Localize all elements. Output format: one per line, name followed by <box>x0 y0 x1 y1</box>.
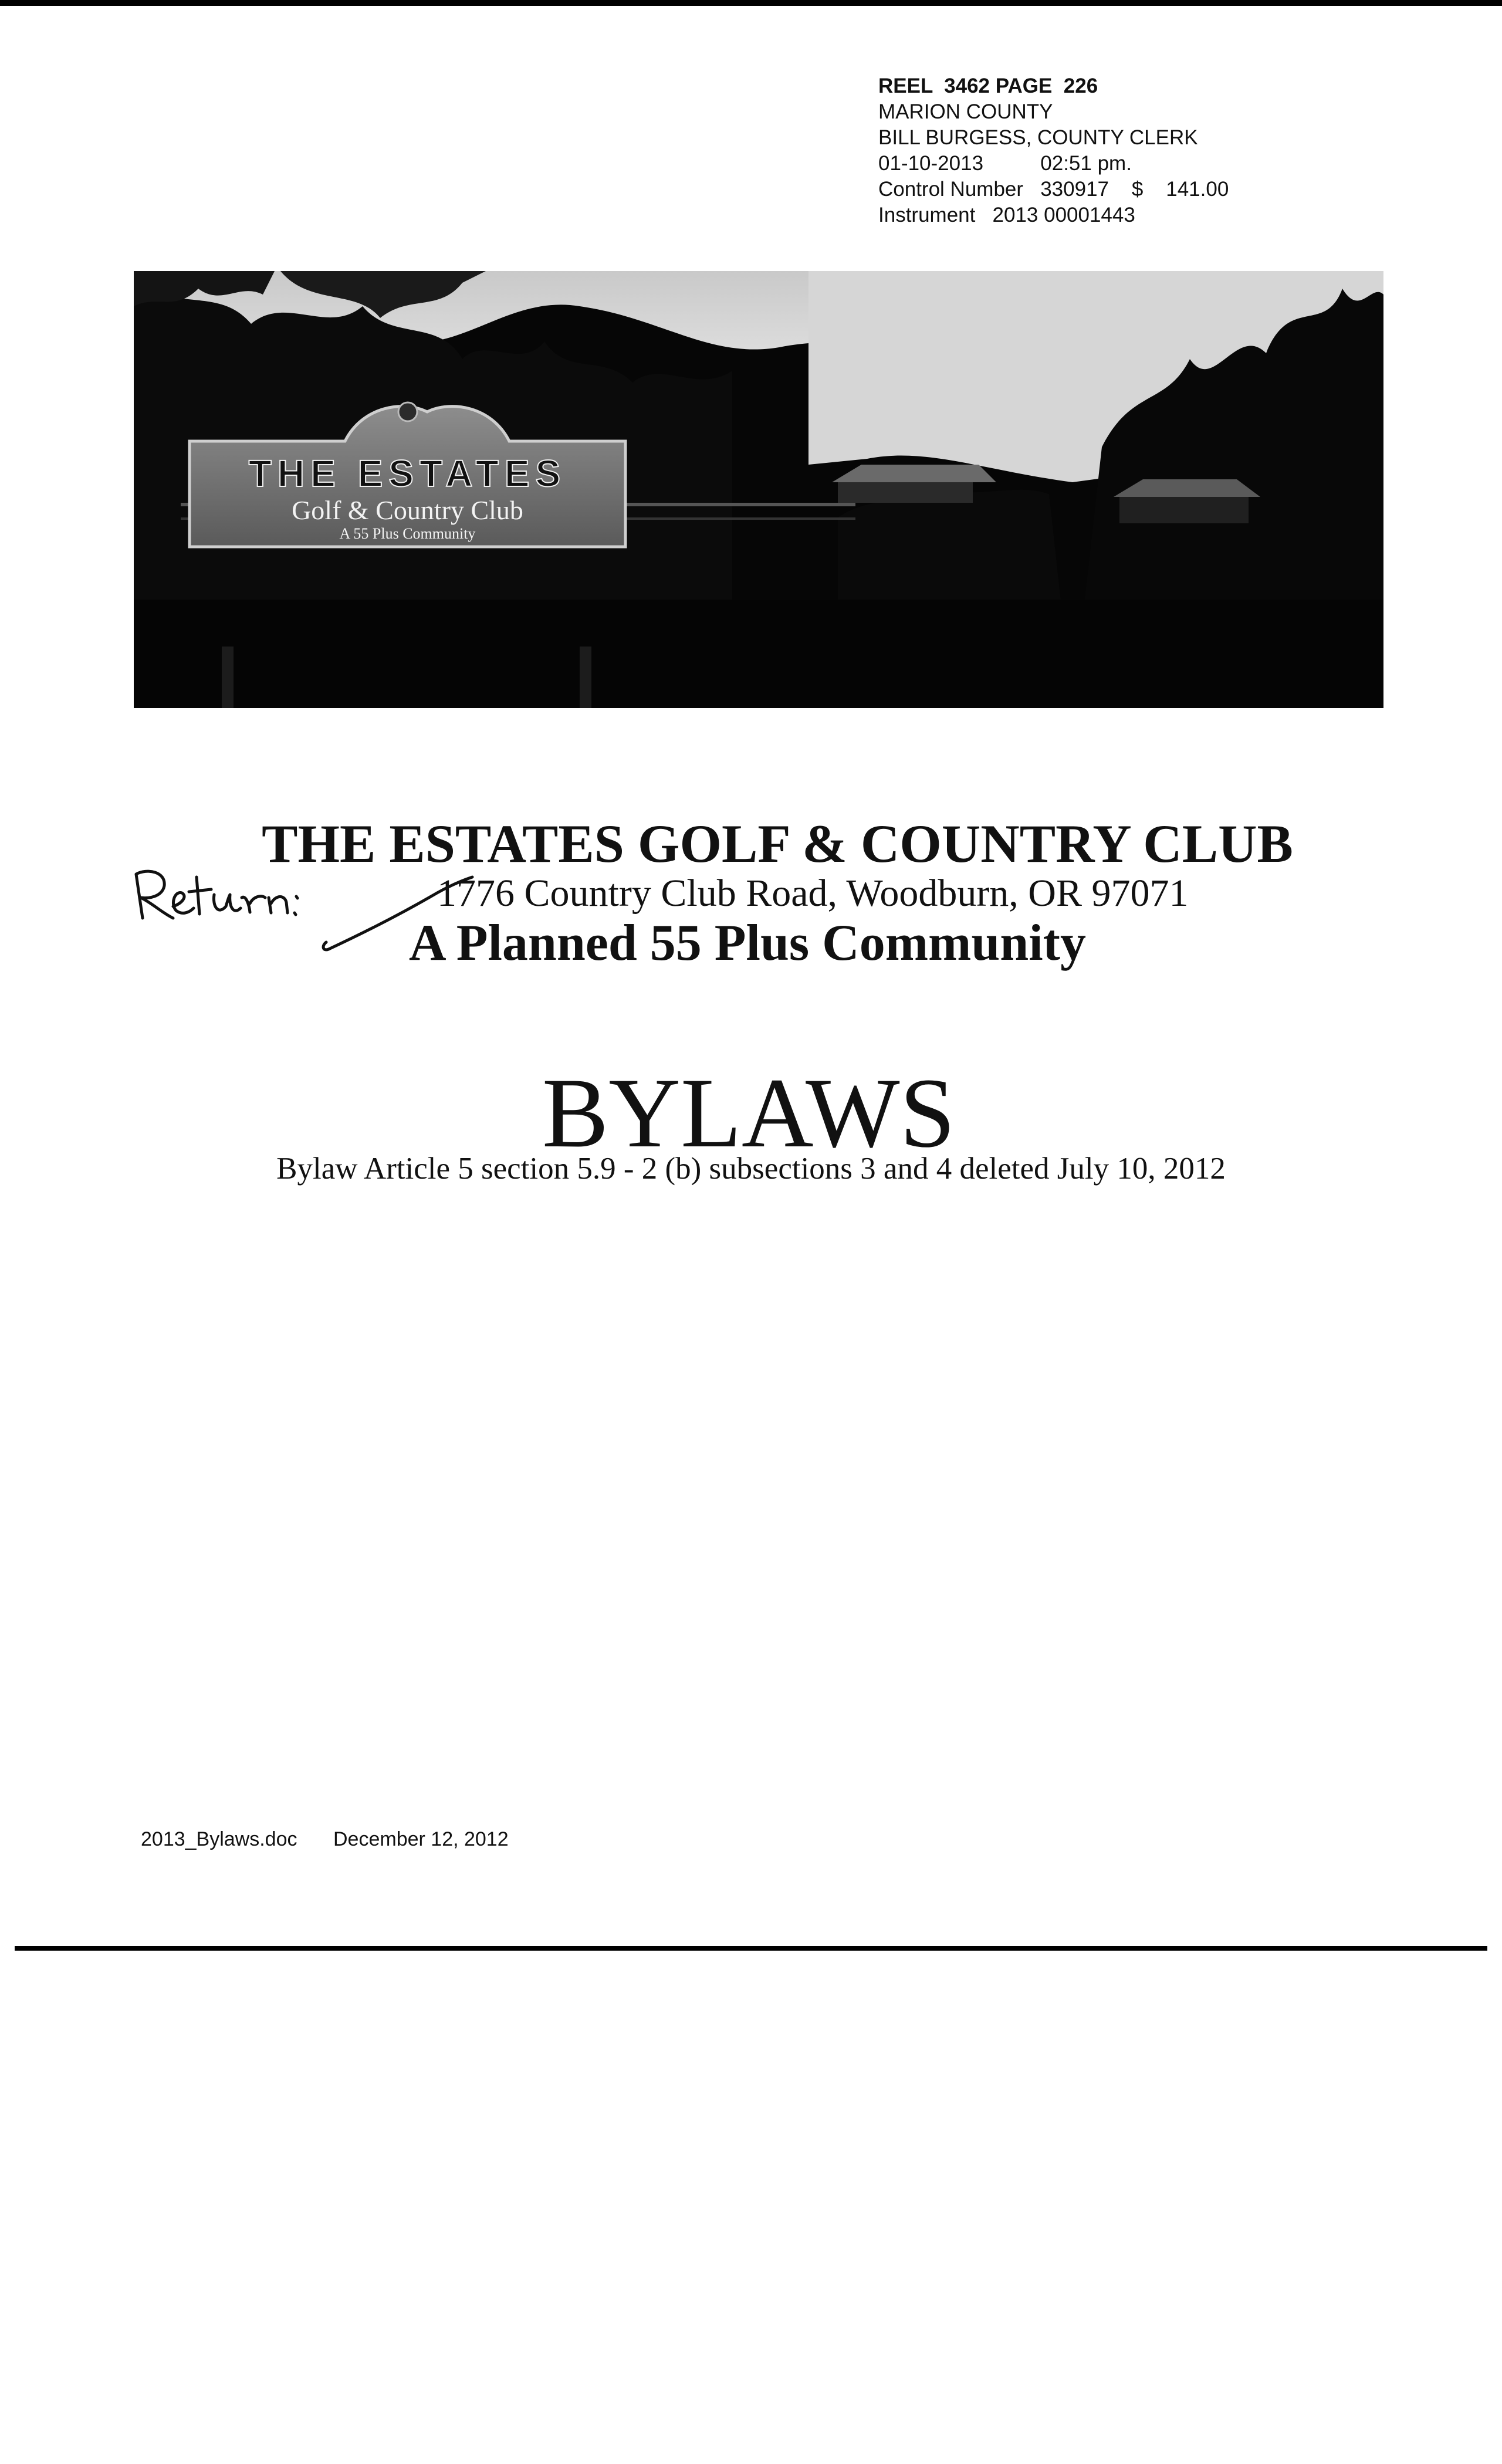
club-name-heading: THE ESTATES GOLF & COUNTRY CLUB <box>262 814 1293 874</box>
footer-date: December 12, 2012 <box>333 1828 509 1850</box>
footer-filename: 2013_Bylaws.doc <box>141 1828 297 1850</box>
sign-title: THE ESTATES <box>248 452 567 495</box>
date-time-line: 01-10-2013 02:51 pm. <box>878 152 1132 175</box>
county-line: MARION COUNTY <box>878 100 1053 123</box>
control-number-line: Control Number 330917 $ 141.00 <box>878 178 1229 201</box>
amendment-note: Bylaw Article 5 section 5.9 - 2 (b) subsections 3 and 4 deleted July 10, 2012 <box>276 1152 1226 1186</box>
community-tagline: A Planned 55 Plus Community <box>409 915 1086 972</box>
reel-page-line: REEL 3462 PAGE 226 <box>878 75 1098 97</box>
clerk-line: BILL BURGESS, COUNTY CLERK <box>878 126 1198 149</box>
club-address: 1776 Country Club Road, Woodburn, OR 97071 <box>437 872 1189 915</box>
instrument-line: Instrument 2013 00001443 <box>878 204 1135 226</box>
sign-tagline: A 55 Plus Community <box>339 525 476 542</box>
sign-subtitle: Golf & Country Club <box>292 495 523 525</box>
bylaws-title: BYLAWS <box>542 1058 956 1168</box>
